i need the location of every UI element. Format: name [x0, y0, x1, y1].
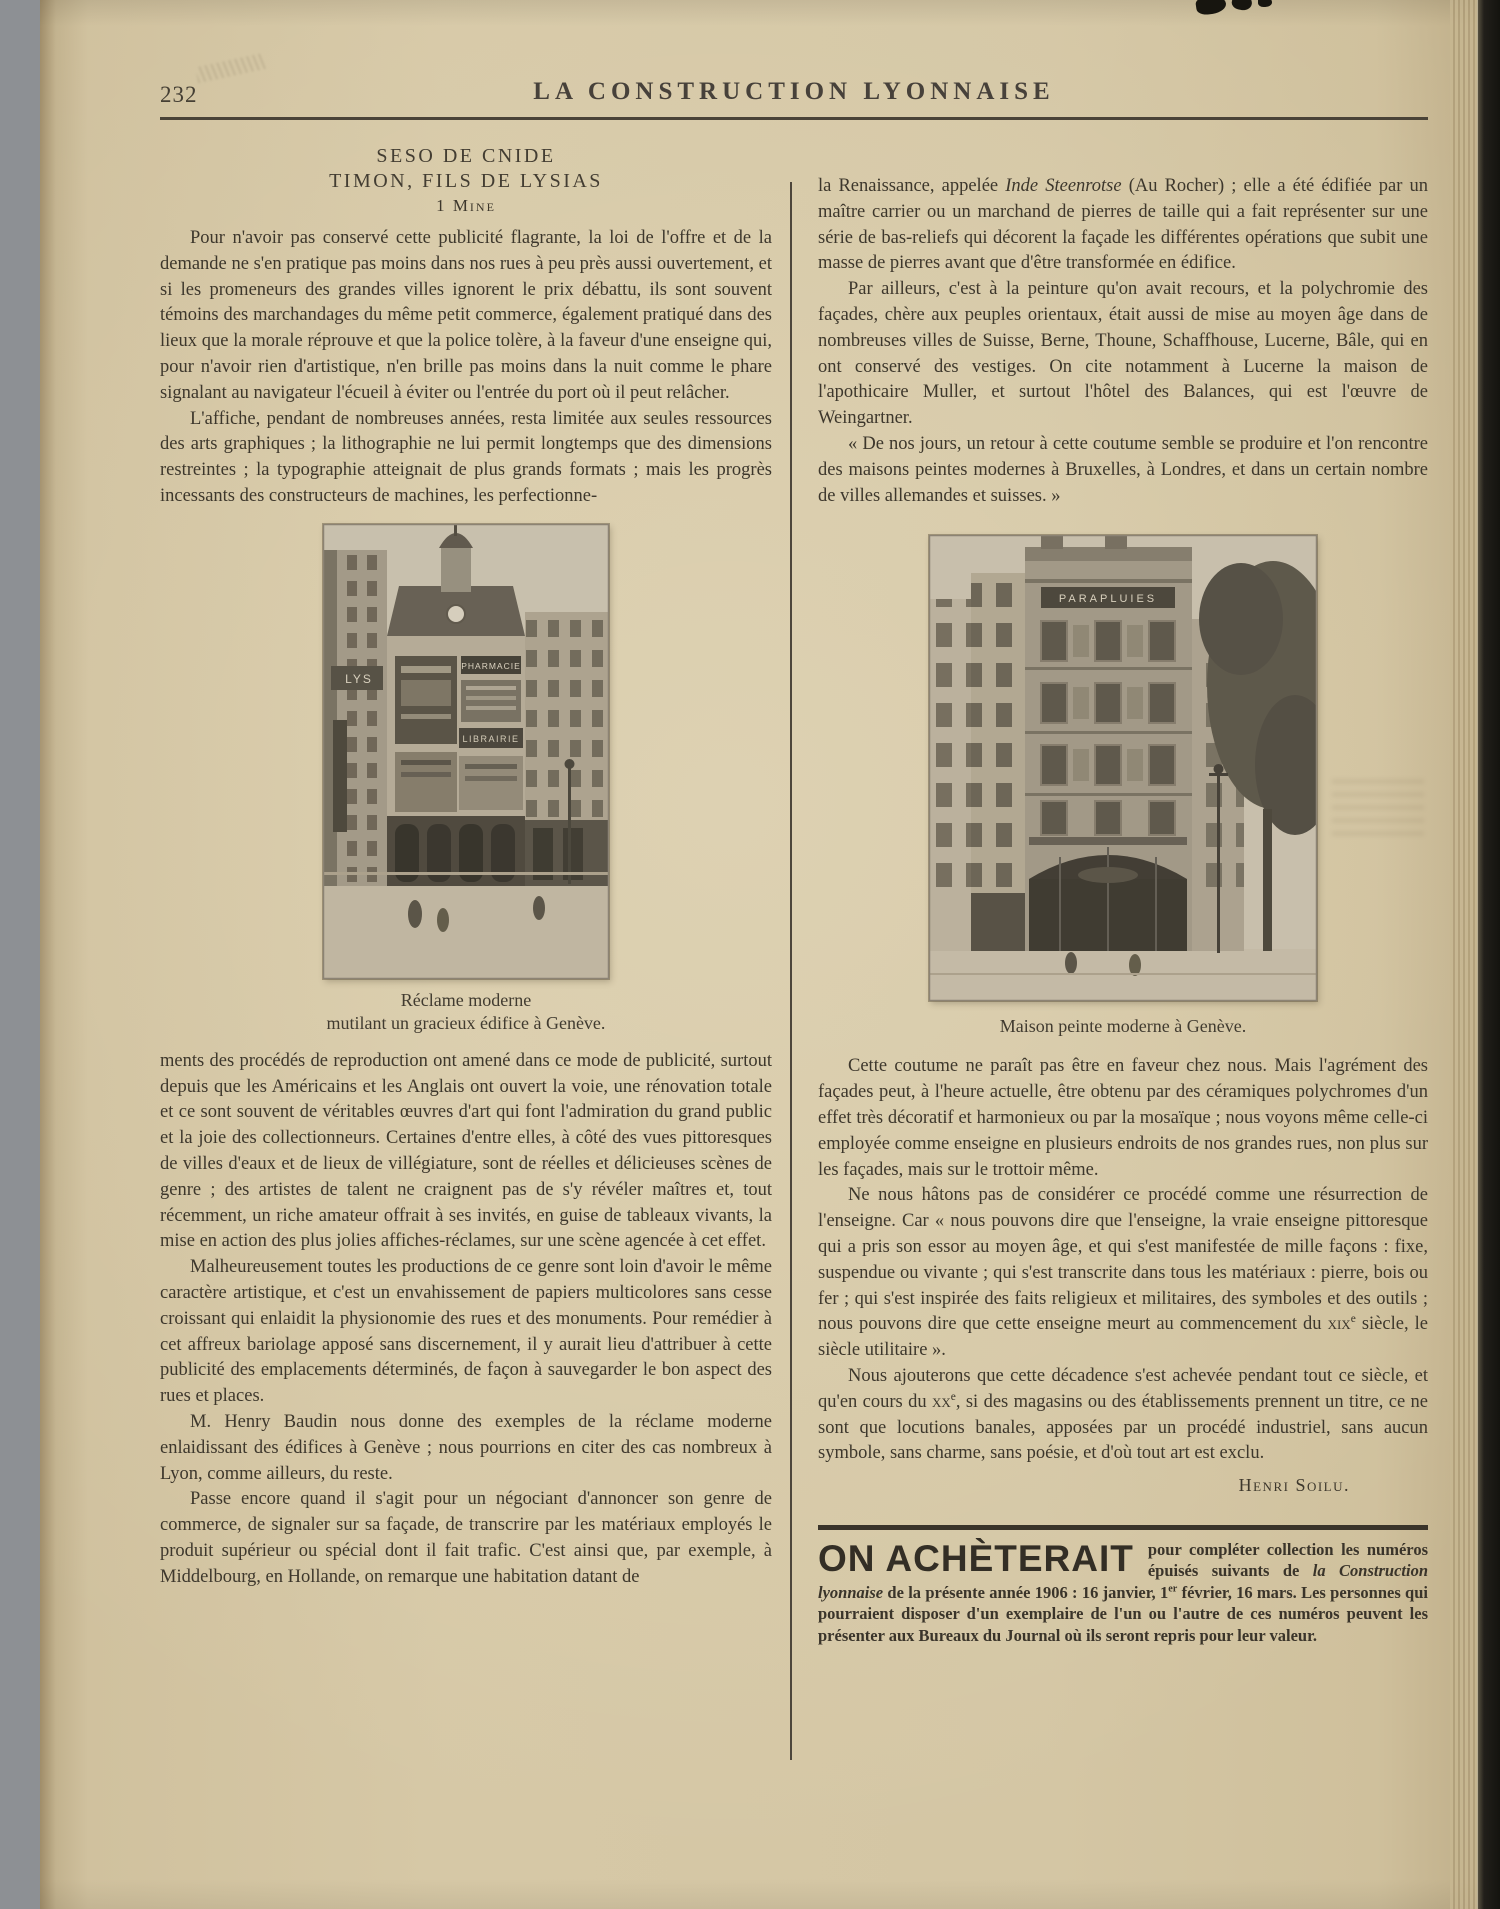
heading-line-3: 1 Mine: [436, 196, 496, 215]
right-paragraph-2: Par ailleurs, c'est à la peinture qu'on avait recours, et la polychromie des façades, chère aux peuples orientaux, était aussi de mise au moyen âge dans de nombreuses villes de Suisse, Berne, Thoune, Schaffhouse, Lucerne, Bâle, qui en ont conservé des vestiges. On cite notamment à Lucerne la maison de l'apothicaire Muller, et surtout l'hôtel des Balances, qui est l'œuvre de Weingartner.: [818, 279, 1428, 429]
right-paragraph-3: « De nos jours, un retour à cette coutume semble se produire et l'on rencontre des maisons peintes modernes à Bruxelles, à Londres, et dans un certain nombre de villes allemandes et suisses. »: [818, 433, 1428, 506]
ad-block: [818, 1525, 1428, 1647]
ad-lead: ON ACHÈTERAIT: [818, 1537, 1134, 1579]
figure-left-sign-pharmacy: PHARMACIE: [461, 660, 521, 671]
left-paragraph-4: Malheureusement toutes les productions de ce genre sont loin d'avoir le même caractère artistique, et c'est un envahissement de papiers multicolores sans cesse croissant qui enlaidit la physionomie des rues et des monuments. Pour remédier à cet affreux bariolage apposé sans discernement, il y aurait lieu d'attribuer à cette publicité des emplacements déterminés, de façon à sauvegarder le bon aspect des rues et places.: [160, 1257, 772, 1407]
figure-left-caption-line1: Réclame moderne: [400, 989, 532, 1010]
right-paragraph-4: Cette coutume ne paraît pas être en faveur chez nous. Mais l'agrément des façades peut, à l'heure actuelle, être obtenu par des céramiques polychromes d'un effet très décoratif et harmonieux ou par la mosaïque ; nous voyons même celle-ci employée comme enseigne en plusieurs endroits de nos grandes rues, non plus sur les façades, mais sur le trottoir même.: [818, 1056, 1428, 1180]
left-paragraph-5: M. Henry Baudin nous donne des exemples de la réclame moderne enlaidissant des édifices à Genève ; nous pourrions en citer des cas nombreux à Lyon, comme ailleurs, du reste.: [160, 1411, 772, 1484]
figure-right-photo: [929, 535, 1317, 1001]
left-paragraph-6: Passe encore quand il s'agit pour un négociant d'annoncer son genre de commerce, de signaler sur sa façade, de transcrire par les matériaux employés le produit supérieur ou spécial dont il fait trafic. C'est ainsi que, par exemple, à Middelbourg, en Hollande, on remarque une habitation datant de: [160, 1489, 772, 1587]
right-paragraph-5: Ne nous hâtons pas de considérer ce procédé comme une résurrection de l'enseigne. Car « nous pouvons dire que l'enseigne, la vraie enseigne pittoresque qui a pris son essor au moyen âge, et qui s'est manifestée de mille façons : fixe, suspendue ou vivante ; qui s'est transcrite dans tous les matériaux : pierre, bois ou fer ; qui s'est inspirée des faits religieux et militaires, des symboles et des outils ; nous pouvons dire que cette enseigne meurt au commencement du xix$^e$ siècle, le siècle utilitaire ».: [818, 1185, 1428, 1361]
figure-left-sign-bookshop: LIBRAIRIE: [462, 733, 520, 744]
left-paragraph-1: Pour n'avoir pas conservé cette publicité flagrante, la loi de l'offre et de la demande ne s'en pratique pas moins dans nos rues à peu près aussi ouvertement, et si les promeneurs des grandes villes ignorent le prix débattu, ils sont souvent témoins des marchandages du même petit commerce, également pratiqué dans des lieux que la morale réprouve et que la police tolère, à la faveur d'une enseigne qui, pour n'avoir rien d'artistique, n'en brille pas moins dans la nuit comme le phare signalant au navigateur l'écueil à éviter ou l'entrée du port où il peut relâcher.: [160, 228, 772, 403]
heading-line-2: TIMON, FILS DE LYSIAS: [329, 170, 603, 192]
book-fore-edges: [1450, 0, 1478, 1909]
header-rule: [160, 117, 1428, 120]
figure-right-caption: Maison peinte moderne à Genève.: [999, 1016, 1247, 1037]
page-number: 232: [160, 82, 198, 107]
column-divider: [790, 182, 792, 1760]
journal-title: LA CONSTRUCTION LYONNAISE: [533, 78, 1055, 105]
figure-left-caption: [160, 989, 772, 1035]
author-signature: Henri Soilu.: [1238, 1475, 1350, 1496]
figure-right-sign-shop: PARAPLUIES: [1058, 593, 1158, 606]
figure-right: [818, 535, 1428, 1038]
ad-body: pour compléter collection les numéros épuisés suivants de la Construction lyonnaise de la présente année 1906 : 16 janvier, 1er février, 16 mars. Les personnes qui pourraient disposer d'un exemplaire de l'un ou l'autre de ces numéros peuvent les présenter aux Bureaux du Journal où ils seront repris pour leur valeur.: [818, 1539, 1428, 1645]
binding-edge: [1478, 0, 1500, 1909]
left-column: [160, 140, 772, 1591]
heading-line-1: SESO DE CNIDE: [376, 145, 556, 167]
right-column: [818, 140, 1428, 1646]
figure-left: [160, 524, 772, 1035]
left-paragraph-3: ments des procédés de reproduction ont amené dans ce mode de publicité, surtout depuis que les Américains et les Anglais ont ouvert la voie, une rénovation totale et ce sont souvent de véritables œuvres d'art qui font l'admiration du grand public et la joie des collectionneurs. Certaines d'entre elles, à côté des vues pittoresques de villes d'eaux et de lieux de villégiature, sont de réelles et délicieuses scènes de genre ; des artistes de talent ne craignent pas de s'y révéler maîtres et, tout récemment, un riche amateur offrait à ses invités, en guise de tableaux vivants, la mise en action des plus jolies affiches-réclames, sur une scène agencée à cet effet.: [160, 1050, 772, 1252]
article-heading: [160, 144, 772, 218]
figure-left-caption-line2: mutilant un gracieux édifice à Genève.: [326, 1012, 606, 1033]
figure-left-sign-building: LYS: [345, 671, 373, 686]
figure-left-photo: [323, 524, 609, 979]
right-paragraph-1: la Renaissance, appelée Inde Steenrotse (Au Rocher) ; elle a été édifiée par un maître carrier ou un marchand de pierres de taille qui a fait représenter sur une série de bas-reliefs qui décorent la façade les différentes opérations que subit une masse de pierres avant que d'être transformée en édifice.: [818, 176, 1428, 274]
right-paragraph-6: Nous ajouterons que cette décadence s'est achevée pendant tout ce siècle, et qu'en cours du $xx^e$, si des magasins ou des établissements prennent un titre, ce ne sont que locutions banales, apposées par un procédé industriel, sans aucun symbole, sans charme, sans poésie, et d'où tout art est exclu.: [818, 1365, 1428, 1464]
left-paragraph-2: L'affiche, pendant de nombreuses années, resta limitée aux seules ressources des arts graphiques ; la lithographie ne lui permit longtemps que des dimensions restreintes ; la typographie atteignait de plus grands formats ; mais les progrès incessants des constructeurs de machines, les perfectionne-: [160, 408, 772, 506]
